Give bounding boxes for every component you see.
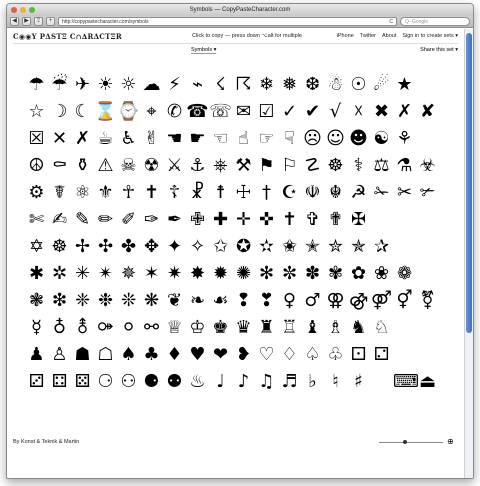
symbol-character[interactable]: ♧	[327, 343, 344, 365]
nav-iphone[interactable]: iPhone	[336, 33, 354, 39]
slider-track	[379, 442, 443, 443]
symbol-character[interactable]: ♙	[51, 343, 68, 365]
zoom-icon[interactable]: ⊕	[447, 437, 454, 446]
symbol-character[interactable]: ✟	[327, 208, 344, 230]
symbol-row	[25, 233, 455, 260]
symbol-character[interactable]: ⚃	[51, 370, 68, 392]
symbol-character[interactable]: ✍	[51, 208, 68, 230]
symbol-character[interactable]: ✧	[189, 235, 206, 257]
symbol-character[interactable]: ☮	[28, 154, 45, 176]
symbol-character[interactable]: ✸	[189, 262, 206, 284]
symbol-character[interactable]: ✯	[350, 235, 367, 257]
symbol-character[interactable]: †	[262, 181, 271, 203]
symbol-character[interactable]: ✗	[396, 100, 413, 122]
symbol-character[interactable]: ♿	[120, 127, 137, 149]
symbol-row	[25, 341, 455, 368]
symbol-row	[25, 287, 455, 314]
symbol-character[interactable]: ✁	[373, 181, 390, 203]
symbol-character[interactable]: ☩	[235, 181, 252, 203]
symbol-character[interactable]: ☞	[258, 127, 275, 149]
symbol-character[interactable]: ♪	[237, 370, 250, 392]
symbol-character[interactable]: ✺	[235, 262, 252, 284]
symbol-character[interactable]: ⚢	[326, 289, 345, 311]
symbol-character[interactable]: ♥	[189, 343, 206, 365]
symbol-character[interactable]: ☹	[303, 127, 322, 149]
symbol-character[interactable]: ✂	[396, 181, 413, 203]
symbol-character[interactable]: ✘	[419, 100, 436, 122]
symbol-character[interactable]: ✾	[327, 262, 344, 284]
symbol-character[interactable]: ⚓	[189, 154, 206, 176]
symbol-character[interactable]: ✗	[74, 127, 91, 149]
symbol-character[interactable]: ☯	[373, 127, 390, 149]
symbol-character[interactable]: ✃	[419, 181, 436, 203]
symbol-character[interactable]: ☄	[373, 73, 390, 95]
symbol-character[interactable]: ❋	[143, 289, 160, 311]
site-logo[interactable]: C◉◉Y PΔSTΞ C∩∆RΔCTΞR	[13, 31, 123, 41]
symbol-character[interactable]: ✞	[304, 208, 321, 230]
symbol-character[interactable]: ❤	[212, 343, 229, 365]
symbol-character[interactable]: ☡	[304, 154, 321, 176]
symbol-row	[25, 206, 455, 233]
reload-icon[interactable]: C	[389, 19, 393, 25]
symbol-character[interactable]: ✚	[212, 208, 229, 230]
symbol-character[interactable]: ✴	[97, 262, 114, 284]
symbol-character[interactable]: ♞	[350, 316, 367, 338]
symbol-character[interactable]: ✱	[28, 262, 45, 284]
symbol-character[interactable]: ✓	[281, 100, 298, 122]
symbol-character[interactable]: ✿	[350, 262, 367, 284]
symbol-character[interactable]: ❀	[373, 262, 390, 284]
title-bar	[7, 4, 473, 16]
symbol-character[interactable]: ⚕	[353, 154, 364, 176]
symbol-character[interactable]: ☗	[74, 343, 91, 365]
symbol-character[interactable]: ✻	[258, 262, 275, 284]
symbol-character[interactable]: ♡	[258, 343, 275, 365]
symbol-character[interactable]: ❉	[97, 289, 114, 311]
symbol-character[interactable]: ❄	[258, 73, 275, 95]
symbol-character[interactable]: ♨	[189, 370, 206, 392]
symbol-character[interactable]: ⚥	[396, 289, 413, 311]
symbol-character[interactable]: ⚂	[28, 370, 45, 392]
symbol-character[interactable]: ❃	[28, 289, 45, 311]
symbol-character[interactable]: ♘	[373, 316, 390, 338]
back-button[interactable]: ◀	[10, 17, 19, 26]
symbol-character[interactable]: ☉	[350, 73, 367, 95]
symbol-character[interactable]: ✶	[143, 262, 160, 284]
symbol-character[interactable]: ♮	[332, 370, 339, 392]
symbol-character[interactable]: ♤	[304, 343, 321, 365]
symbol-character[interactable]: ☿	[30, 316, 43, 338]
symbol-character[interactable]: ♖	[281, 316, 298, 338]
symbol-character[interactable]: ❁	[396, 262, 413, 284]
symbol-character[interactable]: ⚤	[370, 289, 393, 311]
symbol-character[interactable]: ⚐	[281, 154, 298, 176]
symbol-character[interactable]: ☦	[168, 181, 181, 203]
symbol-character[interactable]: ✈	[74, 73, 91, 95]
symbol-character[interactable]: ⚩	[97, 316, 114, 338]
symbol-character[interactable]: ⚀	[350, 343, 367, 365]
symbol-grid	[25, 71, 455, 395]
site-header	[7, 29, 464, 43]
symbol-character[interactable]: ♔	[189, 316, 206, 338]
symbol-character[interactable]: ☂	[28, 73, 45, 95]
symbol-character[interactable]: ✐	[120, 208, 137, 230]
symbol-character[interactable]: ✔	[304, 100, 321, 122]
symbol-character[interactable]: ♚	[212, 316, 229, 338]
symbol-character[interactable]: ⏏	[418, 370, 436, 392]
symbol-character[interactable]: ✲	[51, 262, 68, 284]
url-text: http://copypastecharacter.com/symbols	[62, 19, 149, 25]
symbol-character[interactable]: ☝	[238, 127, 249, 149]
symbol-character[interactable]: ✠	[350, 208, 367, 230]
symbol-character[interactable]: ♣	[143, 343, 160, 365]
forward-button[interactable]: ▶	[22, 17, 31, 26]
window-title: Symbols — CopyPasteCharacter.com	[189, 7, 291, 13]
symbol-character[interactable]: ☨	[215, 181, 226, 203]
close-window-button[interactable]	[11, 7, 17, 13]
nav-about[interactable]: About	[381, 33, 397, 39]
symbol-character[interactable]: ⚗	[396, 154, 413, 176]
symbol-character[interactable]: ♕	[166, 316, 183, 338]
symbol-character[interactable]: ✷	[166, 262, 183, 284]
symbol-character[interactable]: ❇	[51, 289, 68, 311]
symbol-character[interactable]: ☥	[121, 181, 136, 203]
symbol-row	[25, 71, 455, 98]
symbol-character[interactable]: ⚑	[258, 154, 275, 176]
symbol-character[interactable]: ❈	[74, 289, 91, 311]
symbol-character[interactable]: ☫	[304, 181, 321, 203]
minimize-window-button[interactable]	[20, 7, 26, 13]
symbol-character[interactable]: ❆	[304, 73, 321, 95]
symbol-character[interactable]: ⌨	[393, 370, 419, 392]
symbol-character[interactable]: ♁	[52, 316, 67, 338]
symbol-character[interactable]: ⚉	[166, 370, 183, 392]
symbol-row	[25, 179, 455, 206]
symbol-character[interactable]: ✡	[28, 235, 45, 257]
symbol-character[interactable]: √	[329, 100, 342, 122]
browser-window	[6, 3, 474, 479]
symbol-character[interactable]: ✼	[281, 262, 298, 284]
symbol-character[interactable]: ⚡	[168, 73, 181, 95]
site-nav	[337, 33, 458, 39]
symbol-character[interactable]: ⚈	[143, 370, 160, 392]
symbol-character[interactable]: ♜	[258, 316, 275, 338]
symbol-character[interactable]: ⚧	[419, 289, 436, 311]
symbol-character[interactable]: ☼	[120, 73, 137, 95]
symbol-character[interactable]: ✰	[373, 235, 390, 257]
symbol-character[interactable]: ⚙	[28, 181, 45, 203]
symbol-character[interactable]: ☑	[258, 100, 275, 122]
symbol-character[interactable]: ⚯	[143, 316, 160, 338]
symbol-character[interactable]: ☓	[353, 100, 364, 122]
symbol-character[interactable]: ✕	[51, 127, 68, 149]
symbol-row	[25, 314, 455, 341]
symbol-character[interactable]: ☪	[281, 181, 298, 203]
symbol-row	[25, 260, 455, 287]
symbol-character[interactable]: ✒	[166, 208, 183, 230]
symbol-character[interactable]: ♢	[281, 343, 298, 365]
credit-text: By Konst & Teknik & Martin	[13, 439, 80, 445]
symbol-character[interactable]: ✦	[166, 235, 183, 257]
symbol-character[interactable]: ☒	[28, 127, 45, 149]
symbol-character[interactable]: ♬	[281, 370, 298, 392]
browser-toolbar	[7, 16, 473, 28]
nav-twitter[interactable]: Twitter	[359, 33, 376, 39]
symbol-character[interactable]: ⌚	[117, 100, 140, 122]
symbol-character[interactable]: ❦	[166, 289, 183, 311]
symbol-character[interactable]: ⚜	[97, 181, 114, 203]
symbol-character[interactable]: ♛	[235, 316, 252, 338]
symbol-character[interactable]: ☭	[350, 181, 367, 203]
symbol-row	[25, 152, 455, 179]
symbol-character[interactable]: ☬	[329, 181, 342, 203]
page-content	[7, 29, 464, 478]
symbol-character[interactable]: ⚆	[97, 370, 114, 392]
vertical-scrollbar[interactable]	[464, 29, 473, 478]
symbol-character[interactable]: ✌	[143, 127, 160, 149]
symbol-character[interactable]: ♀	[282, 289, 297, 311]
window-controls	[11, 7, 35, 13]
symbol-character[interactable]: ✬	[281, 235, 298, 257]
symbol-character[interactable]: ☆	[28, 100, 45, 122]
symbol-character[interactable]: ❅	[281, 73, 298, 95]
symbol-character[interactable]: ⚨	[74, 316, 91, 338]
symbol-character[interactable]: ☃	[327, 73, 344, 95]
symbol-character[interactable]: ☸	[51, 235, 68, 257]
share-set-menu[interactable]: Share this set ▾	[420, 47, 458, 53]
symbol-character[interactable]: ✮	[327, 235, 344, 257]
copy-hint: Click to copy — press down ⌥alt for multiple	[192, 33, 302, 39]
symbol-character[interactable]: ❣	[258, 289, 275, 311]
symbol-character[interactable]: ✝	[281, 208, 298, 230]
symbol-character[interactable]: ☣	[419, 154, 436, 176]
symbol-character[interactable]: ☜	[212, 127, 229, 149]
symbol-character[interactable]: ✹	[212, 262, 229, 284]
symbol-row	[25, 368, 455, 395]
symbol-character[interactable]: ✫	[258, 235, 275, 257]
symbol-character[interactable]: ⌁	[192, 73, 203, 95]
symbol-character[interactable]: ⚣	[348, 289, 369, 311]
size-slider[interactable]	[379, 440, 443, 444]
symbol-character[interactable]: ☠	[120, 154, 137, 176]
symbol-character[interactable]: ⚔	[166, 154, 183, 176]
symbol-character[interactable]: ✪	[235, 235, 252, 257]
symbol-character[interactable]: ⚖	[373, 154, 390, 176]
slider-knob[interactable]	[403, 440, 407, 444]
symbol-character[interactable]: ♫	[258, 370, 275, 392]
symbol-row	[25, 125, 455, 152]
symbol-character[interactable]: ✽	[304, 262, 321, 284]
symbol-character[interactable]: ✜	[258, 208, 275, 230]
symbol-character[interactable]: ⌛	[94, 100, 117, 122]
symbol-character[interactable]: ☕	[97, 127, 114, 149]
symbol-character[interactable]: ✏	[97, 208, 114, 230]
symbol-character[interactable]: ☟	[284, 127, 295, 149]
symbol-character[interactable]: ❧	[189, 289, 206, 311]
add-bookmark-button[interactable]: +	[46, 17, 55, 26]
symbol-character[interactable]: ⚁	[373, 343, 390, 365]
search-field[interactable]: Q- Google	[400, 17, 470, 26]
symbol-character[interactable]: ♝	[304, 316, 321, 338]
symbol-character[interactable]: ☻	[349, 127, 368, 149]
symbol-character[interactable]: ⎈	[213, 154, 228, 176]
set-selector[interactable]: Symbols ▾	[191, 46, 217, 53]
address-bar[interactable]	[58, 17, 397, 26]
symbol-character[interactable]: ⚄	[74, 370, 91, 392]
symbol-character[interactable]: ♦	[166, 343, 183, 365]
symbol-character[interactable]: ☔	[51, 73, 68, 95]
symbol-character[interactable]: ★	[396, 73, 413, 95]
symbol-character[interactable]: ❊	[120, 289, 137, 311]
symbol-character[interactable]: ♟	[28, 343, 45, 365]
symbol-character[interactable]: ⚪	[120, 316, 137, 338]
symbol-character[interactable]: ☢	[143, 154, 160, 176]
symbol-character[interactable]: ♭	[308, 370, 317, 392]
symbol-character[interactable]: ✆	[166, 100, 183, 122]
symbol-row	[25, 98, 455, 125]
symbol-character[interactable]: ☧	[190, 181, 205, 203]
symbol-character[interactable]: ❢	[235, 289, 252, 311]
symbol-character[interactable]: ✥	[143, 235, 160, 257]
symbol-character[interactable]: ☤	[53, 181, 66, 203]
symbol-character[interactable]: ♩	[216, 370, 225, 392]
symbol-character[interactable]: ☀	[97, 73, 114, 95]
symbol-character[interactable]: ✣	[97, 235, 114, 257]
zoom-window-button[interactable]	[29, 7, 35, 13]
symbol-character[interactable]: ☾	[74, 100, 91, 122]
symbol-character[interactable]: ✉	[235, 100, 252, 122]
symbol-character[interactable]: ☁	[142, 73, 161, 95]
symbol-character[interactable]: ✙	[189, 208, 206, 230]
symbol-character[interactable]: ✳	[74, 262, 91, 284]
symbol-character[interactable]: ☚	[166, 127, 183, 149]
symbol-character[interactable]: ✵	[120, 262, 137, 284]
symbol-character[interactable]: ✛	[235, 208, 252, 230]
symbol-character[interactable]: ☏	[209, 100, 232, 122]
symbol-character[interactable]: ⚒	[235, 154, 252, 176]
symbol-character[interactable]: ✎	[74, 208, 91, 230]
symbol-character[interactable]: ☖	[97, 343, 114, 365]
symbol-character[interactable]: ♗	[327, 316, 344, 338]
symbol-character[interactable]: ☈	[235, 73, 252, 95]
symbol-character[interactable]: ✭	[304, 235, 321, 257]
symbol-character[interactable]: ☎	[186, 100, 209, 122]
symbol-character[interactable]: ⌖	[146, 100, 157, 122]
symbol-character[interactable]: ⚘	[396, 127, 413, 149]
symbol-character[interactable]: ⚛	[74, 181, 91, 203]
symbol-character[interactable]: ⚰	[51, 154, 68, 176]
symbol-character[interactable]: ✤	[120, 235, 137, 257]
symbol-character[interactable]: ⚠	[97, 154, 114, 176]
set-bar	[7, 44, 464, 56]
nav-sign-in[interactable]: Sign in to create sets ▾	[402, 33, 458, 39]
symbol-character[interactable]: ☸	[327, 154, 344, 176]
symbol-character[interactable]: ☇	[215, 73, 226, 95]
symbol-character[interactable]: ❥	[235, 343, 252, 365]
symbol-character[interactable]: ♯	[354, 370, 363, 392]
symbol-character[interactable]: ✩	[212, 235, 229, 257]
symbol-character[interactable]: ♠	[120, 343, 137, 365]
symbol-character[interactable]: ✑	[143, 208, 160, 230]
symbol-character[interactable]: ✝	[143, 181, 160, 203]
symbol-character[interactable]: ☙	[212, 289, 229, 311]
symbol-character[interactable]: ♂	[304, 289, 321, 311]
symbol-character[interactable]: ✄	[28, 208, 45, 230]
symbol-character[interactable]: ☽	[51, 100, 68, 122]
share-button[interactable]: ⇪	[36, 18, 42, 24]
symbol-character[interactable]: ⚇	[120, 370, 137, 392]
symbol-character[interactable]: ☛	[189, 127, 206, 149]
symbol-character[interactable]: ⚱	[74, 154, 91, 176]
symbol-character[interactable]: ✢	[74, 235, 91, 257]
scrollbar-thumb[interactable]	[466, 33, 472, 333]
symbol-character[interactable]: ☺	[326, 127, 345, 149]
symbol-character[interactable]: ✖	[373, 100, 390, 122]
